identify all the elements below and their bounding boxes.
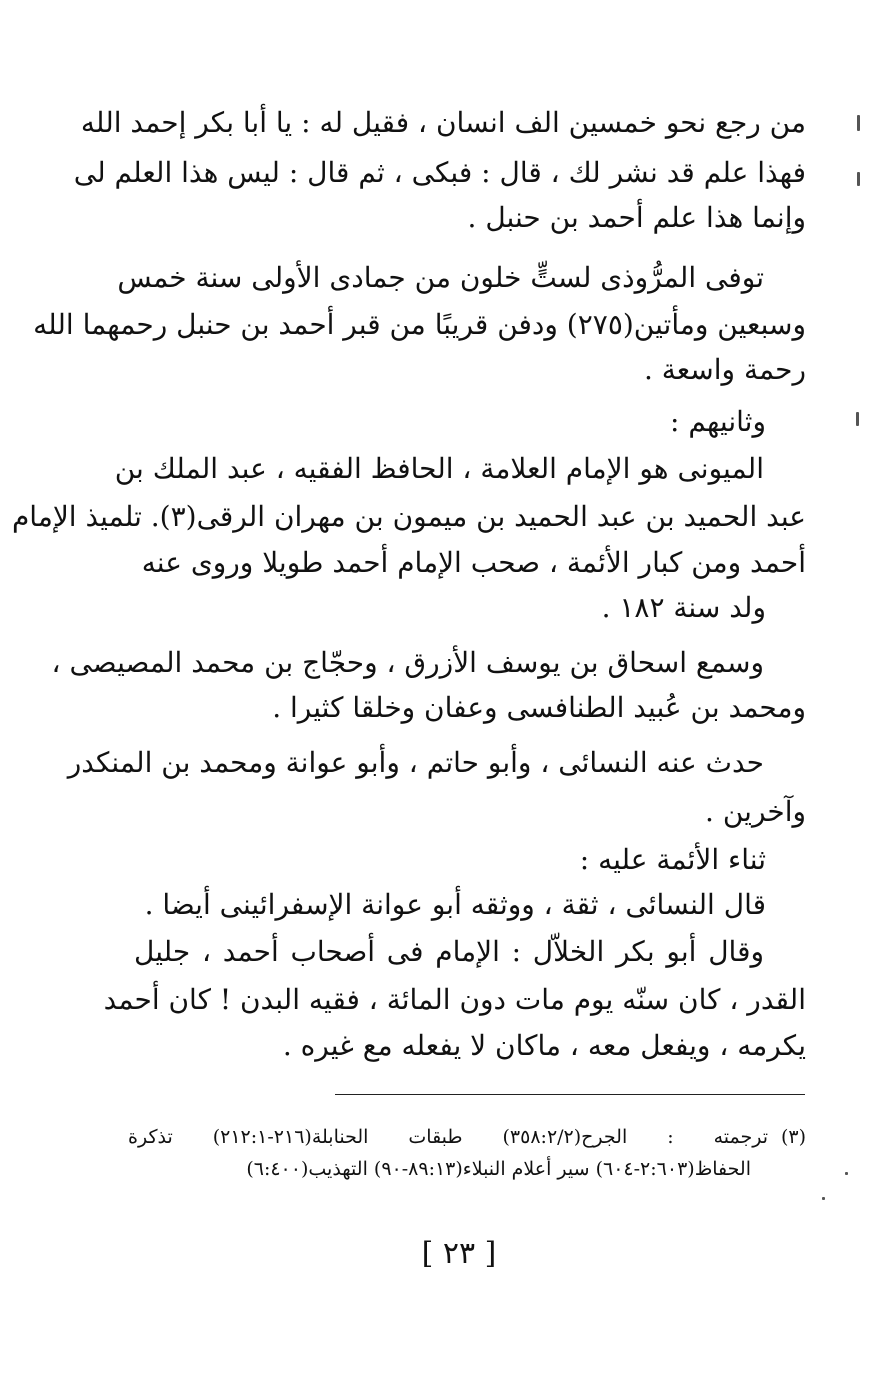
text-line-14: حدث عنه النسائى ، وأبو حاتم ، وأبو عوانة ومحمد بن المنكدر xyxy=(67,746,764,779)
scan-speck-4 xyxy=(845,1172,848,1175)
text-line-8: الميونى هو الإمام العلامة ، الحافظ الفقيه ، عبد الملك بن xyxy=(114,452,764,485)
text-line-5: وسبعين ومأتين(٢٧٥) ودفن قريبًا من قبر أحمد بن حنبل رحمهما الله xyxy=(33,308,806,341)
footnote-number: (٣) xyxy=(780,1126,806,1148)
text-line-19: القدر ، كان سنّه يوم مات دون المائة ، فقيه البدن ! كان أحمد xyxy=(103,983,806,1016)
text-line-4: توفى المرُّوذى لستٍّ خلون من جمادى الأولى سنة خمس xyxy=(117,261,764,294)
text-line-18: وقال أبو بكر الخلاّل : الإمام فى أصحاب أحمد ، جليل xyxy=(134,935,764,968)
scan-speck-1 xyxy=(857,115,860,131)
text-line-2: فهذا علم قد نشر لك ، قال : فبكى ، ثم قال : ليس هذا العلم لى xyxy=(73,156,806,189)
text-line-13: ومحمد بن عُبيد الطنافسى وعفان وخلقا كثيرا . xyxy=(272,691,806,724)
text-line-6: رحمة واسعة . xyxy=(643,353,806,386)
page-number: [ ٢٣ ] xyxy=(421,1236,497,1271)
text-line-9: عبد الحميد بن عبد الحميد بن ميمون بن مهران الرقى(٣). تلميذ الإمام xyxy=(11,500,806,533)
text-line-17: قال النسائى ، ثقة ، ووثقه أبو عوانة الإسفرائينى أيضا . xyxy=(144,888,766,921)
section-heading-second: وثانيهم : xyxy=(670,405,766,438)
text-line-11: ولد سنة ١٨٢ . xyxy=(601,591,766,624)
section-heading-praise: ثناء الأئمة عليه : xyxy=(579,843,766,876)
footnote-line-2: الحفاظ(٢:٦٠٣-٦٠٤) سير أعلام النبلاء(٨٩:١٣-٩٠) التهذيب(٦:٤٠٠) xyxy=(246,1158,751,1180)
footnote-line-1: ترجمته : الجرح(٣٥٨:٢/٢) طبقات الحنابلة(٢١٦-٢١٢:١) تذكرة xyxy=(128,1126,768,1148)
text-line-20: يكرمه ، ويفعل معه ، ماكان لا يفعله مع غيره . xyxy=(282,1029,806,1062)
text-line-10: أحمد ومن كبار الأئمة ، صحب الإمام أحمد طويلا وروى عنه xyxy=(141,546,806,579)
scan-speck-2 xyxy=(857,172,860,186)
scan-speck-3 xyxy=(856,412,859,426)
text-line-15: وآخرين . xyxy=(705,795,806,828)
text-line-12: وسمع اسحاق بن يوسف الأزرق ، وحجّاج بن محمد المصيصى ، xyxy=(51,646,764,679)
text-line-3: وإنما هذا علم أحمد بن حنبل . xyxy=(467,201,806,234)
text-line-1: من رجع نحو خمسين الف انسان ، فقيل له : يا أبا بكر إحمد الله xyxy=(80,106,806,139)
footnote-divider xyxy=(335,1094,805,1095)
scan-speck-5 xyxy=(822,1197,825,1200)
